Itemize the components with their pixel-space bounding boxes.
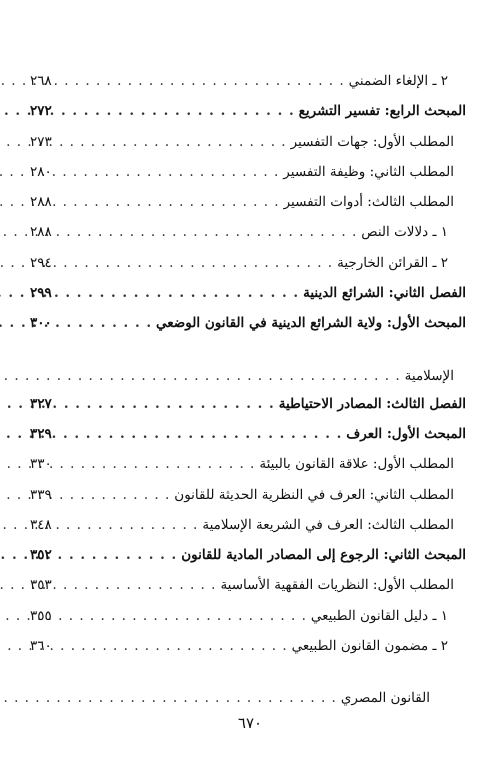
toc-entry-title: المطلب الثالث: أدوات التفسير	[283, 194, 454, 211]
toc-entry	[30, 127, 466, 157]
toc-entry-page: ٣٢٧	[30, 395, 52, 412]
toc-entry	[30, 661, 466, 711]
toc-entry	[30, 449, 466, 479]
toc-entry-title: ٢ ـ الإلغاء الضمني	[348, 73, 448, 89]
toc-entry-title: المطلب الأول: علاقة القانون بالبيئة	[259, 456, 454, 473]
toc-entry-title: المبحث الرابع: تفسير التشريع	[298, 103, 466, 120]
toc-entry-title-continuation: القانون المصري	[340, 690, 430, 707]
dot-leader	[72, 510, 202, 540]
dot-leader	[72, 66, 349, 96]
toc-entry-title: المبحث الأول: ولاية الشرائع الدينية في القانون الوضعي	[156, 315, 466, 332]
toc-entry-title: الفصل الثالث: المصادر الاحتياطية	[278, 395, 466, 412]
toc-entry-title: ٢ ـ مضمون القانون الطبيعي	[291, 638, 448, 655]
dot-leader	[0, 685, 341, 711]
toc-entry-page: ٢٧٢	[30, 103, 52, 120]
toc-entry	[30, 389, 466, 419]
toc-entry	[30, 510, 466, 540]
dot-leader	[72, 449, 259, 479]
toc-entry-title: المطلب الثالث: العرف في الشريعة الإسلامية	[202, 516, 454, 533]
toc-entry-page: ٣٢٩	[30, 425, 52, 442]
toc-entry	[30, 217, 466, 247]
toc-entry	[30, 187, 466, 217]
toc-entry-title: ١ ـ دلالات النص	[361, 224, 448, 241]
toc-entry-title: المبحث الأول: العرف	[346, 425, 466, 442]
toc-entry-page: ٣٥٢	[30, 547, 52, 564]
dot-leader	[72, 480, 174, 510]
dot-leader	[72, 278, 303, 308]
toc-entry-page: ٢٧٣	[30, 133, 52, 150]
toc-entry-page: ٣٥٣	[30, 577, 52, 594]
toc-entry-page: ٣٤٨	[30, 516, 52, 533]
toc-entry-page: ٣٠٠	[30, 315, 52, 332]
dot-leader	[0, 363, 405, 389]
toc-entry	[30, 601, 466, 631]
toc-entry	[30, 570, 466, 600]
toc-entry-page: ٣٦٠	[30, 638, 52, 655]
toc-entry-page: ٢٨٨	[30, 194, 52, 211]
toc-entry-page: ٣٣٩	[30, 486, 52, 503]
dot-leader	[72, 96, 299, 126]
table-of-contents	[30, 66, 466, 711]
toc-entry	[30, 157, 466, 187]
toc-entry	[30, 480, 466, 510]
dot-leader	[72, 540, 181, 570]
dot-leader	[72, 419, 346, 449]
toc-entry	[30, 339, 466, 389]
toc-entry-title: المطلب الأول: النظريات الفقهية الأساسية	[220, 577, 454, 594]
toc-entry-page: ٣٥٥	[30, 607, 52, 624]
toc-entry	[30, 96, 466, 126]
dot-leader	[72, 217, 361, 247]
toc-entry-page: ٢٩٩	[30, 285, 52, 302]
toc-entry-title: المطلب الأول: جهات التفسير	[290, 133, 454, 150]
toc-entry-title: المبحث الثاني: الرجوع إلى المصادر المادية للقانون	[181, 547, 466, 564]
toc-entry-page: ٢٩٤	[30, 254, 52, 271]
dot-leader	[72, 127, 291, 157]
dot-leader	[72, 601, 311, 631]
page-number: ٦٧٠	[237, 714, 263, 732]
toc-entry-title: ٢ ـ القرائن الخارجية	[337, 254, 448, 271]
toc-entry-title: المطلب الثاني: وظيفة التفسير	[283, 163, 454, 180]
toc-entry-title: ١ ـ دليل القانون الطبيعي	[310, 607, 448, 624]
dot-leader	[72, 308, 156, 338]
toc-entry	[30, 248, 466, 278]
toc-entry-page: ٢٦٨	[30, 73, 52, 89]
toc-entry	[30, 66, 466, 96]
dot-leader	[72, 248, 337, 278]
toc-entry-title-continuation: الإسلامية	[404, 367, 454, 384]
toc-entry-title: الفصل الثاني: الشرائع الدينية	[303, 285, 466, 302]
toc-entry-title: المطلب الثاني: العرف في النظرية الحديثة للقانون	[174, 486, 454, 503]
dot-leader	[72, 157, 283, 187]
toc-entry	[30, 278, 466, 308]
toc-entry	[30, 419, 466, 449]
toc-entry	[30, 308, 466, 338]
toc-entry-page: ٢٨٨	[30, 224, 52, 241]
dot-leader	[72, 389, 279, 419]
dot-leader	[72, 631, 292, 661]
toc-entry-page: ٣٣٠	[30, 456, 52, 473]
dot-leader	[72, 570, 220, 600]
toc-entry	[30, 540, 466, 570]
dot-leader	[72, 187, 284, 217]
toc-entry	[30, 631, 466, 661]
toc-entry-page: ٢٨٠	[30, 163, 52, 180]
